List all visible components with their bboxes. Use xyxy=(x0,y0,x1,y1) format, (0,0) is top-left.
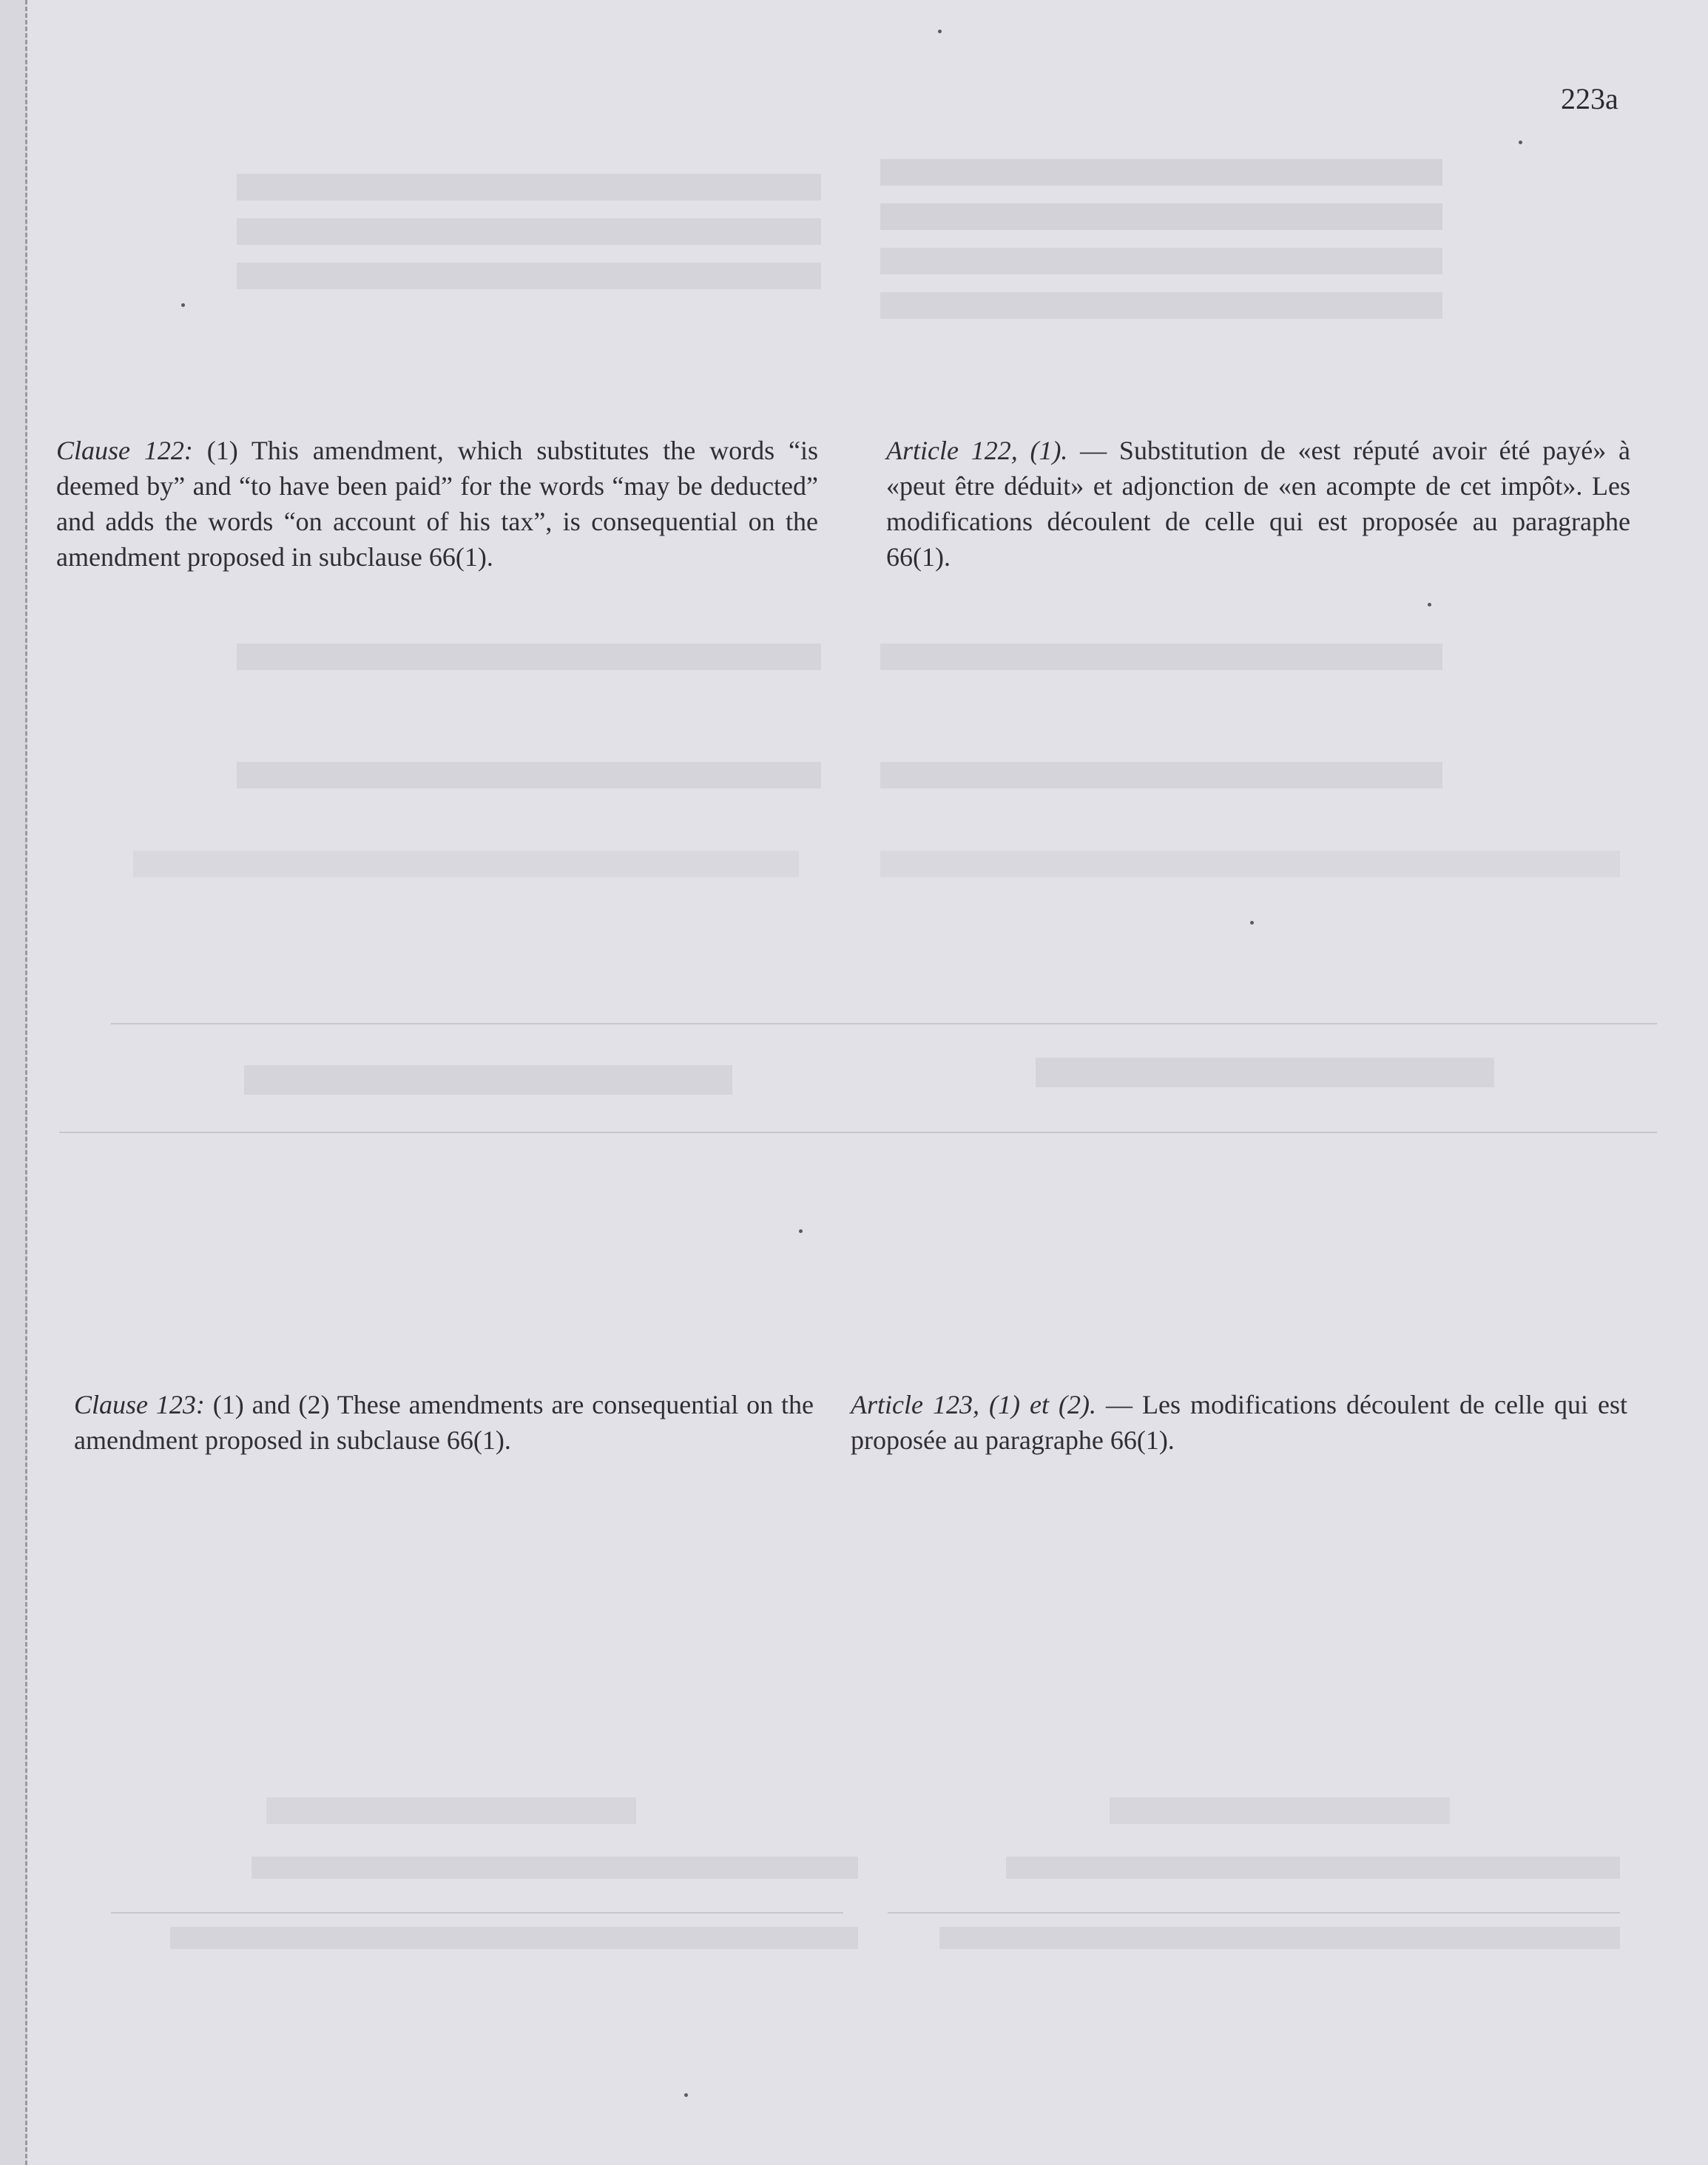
bleed-through-line xyxy=(237,644,821,670)
bleed-through-line xyxy=(133,851,799,877)
article-122-heading: Article 122, (1). xyxy=(886,436,1068,465)
bleed-through-line xyxy=(252,1857,858,1879)
dust-speck xyxy=(1250,921,1254,925)
article-122-note xyxy=(886,433,1630,575)
bleed-through-line xyxy=(244,1065,732,1095)
dust-speck xyxy=(1519,141,1522,144)
bleed-through-line xyxy=(1006,1857,1620,1879)
bleed-through-line xyxy=(1036,1058,1494,1087)
bleed-through-rule xyxy=(111,1023,1657,1024)
bleed-through-line xyxy=(266,1797,636,1824)
dust-speck xyxy=(938,30,942,33)
dust-speck xyxy=(799,1229,803,1233)
binding-edge xyxy=(0,0,27,2165)
bleed-through-line xyxy=(170,1927,858,1949)
dust-speck xyxy=(181,303,185,307)
page-number: 223a xyxy=(1561,82,1618,115)
bleed-through-rule xyxy=(888,1912,1620,1914)
bleed-through-line xyxy=(880,644,1442,670)
clause-123-note xyxy=(74,1387,814,1458)
bleed-through-line xyxy=(880,159,1442,186)
clause-122-note xyxy=(56,433,818,575)
bleed-through-line xyxy=(1110,1797,1450,1824)
clause-122-heading: Clause 122: xyxy=(56,436,193,465)
dust-speck xyxy=(1428,603,1431,607)
bleed-through-line xyxy=(237,263,821,289)
dust-speck xyxy=(684,2093,688,2097)
clause-123-heading: Clause 123: xyxy=(74,1390,205,1419)
bleed-through-rule xyxy=(59,1132,1657,1133)
article-123-text: — Les modifications découlent de celle qui est proposée au paragraphe 66(1). xyxy=(851,1390,1627,1455)
bleed-through-line xyxy=(880,292,1442,319)
bleed-through-line xyxy=(880,203,1442,230)
clause-123-text: (1) and (2) These amendments are consequential on the amendment proposed in subclause 66(1). xyxy=(74,1390,814,1455)
article-123-heading: Article 123, (1) et (2). xyxy=(851,1390,1096,1419)
bleed-through-line xyxy=(237,762,821,788)
article-122-text: — Substitution de «est réputé avoir été payé» à «peut être déduit» et adjonction de «en acompte de cet impôt». Les modifications découlent de celle qui est proposée au paragraphe 66(1). xyxy=(886,436,1630,572)
article-123-note xyxy=(851,1387,1627,1458)
bleed-through-line xyxy=(939,1927,1620,1949)
bleed-through-rule xyxy=(111,1912,843,1914)
bleed-through-line xyxy=(237,174,821,200)
bleed-through-line xyxy=(880,762,1442,788)
bleed-through-line xyxy=(880,851,1620,877)
bleed-through-line xyxy=(237,218,821,245)
bleed-through-line xyxy=(880,248,1442,274)
clause-122-text: (1) This amendment, which substitutes the words “is deemed by” and “to have been paid” for the words “may be deducted” and adds the words “on account of his tax”, is consequential on the amendment proposed in subclause 66(1). xyxy=(56,436,818,572)
